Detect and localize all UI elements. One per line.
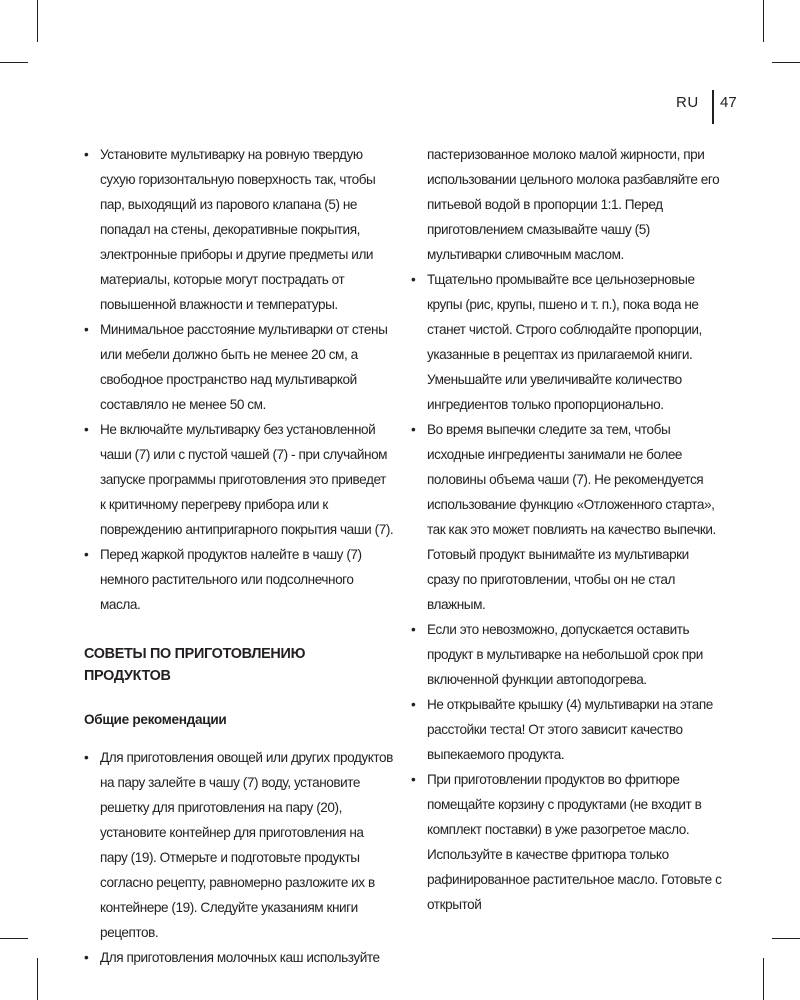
page-number: 47 [720, 94, 737, 111]
continued-paragraph: пастеризованное молоко малой жирности, при использовании цельного молока разбавляйте его питьевой водой в пропорции 1:1. Перед приготовлением смазывайте чашу (5) мультиварки сливочным маслом. [427, 147, 720, 262]
crop-mark-bottom-left-horizontal [0, 938, 28, 939]
crop-mark-bottom-left-vertical [37, 958, 38, 1000]
language-label: RU [676, 94, 699, 111]
list-item: • Перед жаркой продуктов налейте в чашу (7) немного растительного или подсолнечного масла. [84, 542, 394, 617]
page-header [660, 90, 740, 124]
left-column [84, 142, 394, 970]
list-item: • Установите мультиварку на ровную твердую сухую горизонтальную поверхность так, чтобы пар, выходящий из парового клапана (5) не попадал на стены, декоративные покрытия, электронные приборы и другие предметы или материалы, которые могут пострадать от повышенной влажности и температуры. [84, 142, 394, 317]
section-title: СОВЕТЫ ПО ПРИГОТОВЛЕНИЮ ПРОДУКТОВ [84, 646, 306, 684]
right-column [411, 142, 723, 917]
crop-mark-top-left-vertical [37, 0, 38, 42]
header-divider [712, 90, 714, 124]
crop-mark-top-right-vertical [763, 0, 764, 42]
list-item: • Не открывайте крышку (4) мультиварки на этапе расстойки теста! От этого зависит качество выпекаемого продукта. [411, 692, 723, 767]
list-item: • Если это невозможно, допускается оставить продукт в мультиварке на небольшой срок при включенной функции автоподогрева. [411, 617, 723, 692]
list-item: • Минимальное расстояние мультиварки от стены или мебели должно быть не менее 20 см, а свободное пространство над мультиваркой составляло не менее 50 см. [84, 317, 394, 417]
section-subtitle: Общие рекомендации [84, 712, 227, 727]
crop-mark-top-right-horizontal [772, 62, 800, 63]
crop-mark-top-left-horizontal [0, 62, 28, 63]
list-item: • Не включайте мультиварку без установленной чаши (7) или с пустой чашей (7) - при случайном запуске программы приготовления это приведет к критичному перегреву прибора или к повреждению антипригарного покрытия чаши (7). [84, 417, 394, 542]
list-item: • Для приготовления овощей или других продуктов на пару залейте в чашу (7) воду, установите решетку для приготовления на пару (20), установите контейнер для приготовления на пару (19). Отмерьте и подготовьте продукты согласно рецепту, равномерно разложите их в контейнере (19). Следуйте указаниям книги рецептов. [84, 745, 394, 945]
crop-mark-bottom-right-horizontal [772, 938, 800, 939]
crop-mark-bottom-right-vertical [763, 958, 764, 1000]
list-item: • Во время выпечки следите за тем, чтобы исходные ингредиенты занимали не более половины объема чаши (7). Не рекомендуется использование функцию «Отложенного старта», так как это может повлиять на качество выпечки. Готовый продукт вынимайте из мультиварки сразу по приготовлении, чтобы он не стал влажным. [411, 417, 723, 617]
recommendations-bullet-list [84, 745, 394, 970]
list-item: • Тщательно промывайте все цельнозерновые крупы (рис, крупы, пшено и т. п.), пока вода не станет чистой. Строго соблюдайте пропорции, указанные в рецептах из прилагаемой книги. Уменьшайте или увеличивайте количество ингредиентов только пропорционально. [411, 267, 723, 417]
tips-bullet-list [411, 267, 723, 917]
list-item: • При приготовлении продуктов во фритюре помещайте корзину с продуктами (не входит в комплект поставки) в уже разогретое масло. Используйте в качестве фритюра только рафинированное растительное масло. Готовьте с открытой [411, 767, 723, 917]
list-item: • Для приготовления молочных каш используйте [84, 945, 394, 970]
safety-bullet-list [84, 142, 394, 617]
